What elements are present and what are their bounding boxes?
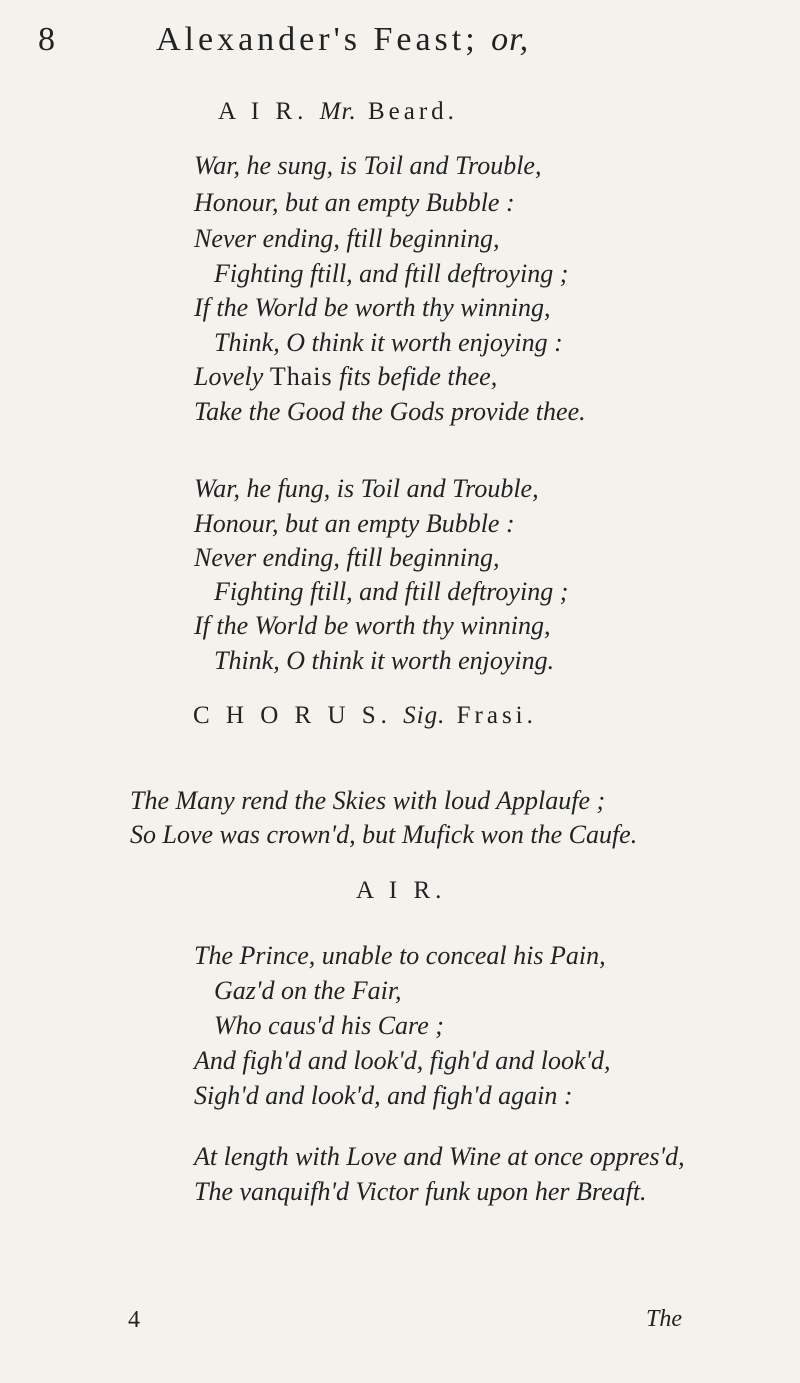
stanza-1-line-7-start: Lovely (194, 362, 264, 391)
chorus-label: C H O R U S. (193, 702, 392, 729)
stanza-2-line-1: War, he fung, is Toil and Trouble, (194, 474, 539, 503)
singer-prefix: Mr. (319, 98, 357, 125)
stanza-2-line-2: Honour, but an empty Bubble : (194, 509, 515, 538)
air-2-line-1: The Prince, unable to conceal his Pain, (194, 941, 606, 970)
air-heading-2: A I R. (356, 877, 447, 904)
stanza-1-line-2: Honour, but an empty Bubble : (194, 188, 515, 217)
chorus-sig-name: Frasi. (456, 702, 537, 729)
stanza-1-line-7-end: fits befide thee, (339, 362, 498, 391)
air-label-1: A I R. (218, 98, 309, 125)
running-title-prefix: Alexander's (156, 21, 361, 58)
chorus-line-1: The Many rend the Skies with loud Applaufe ; (130, 786, 606, 815)
catchword: The (646, 1306, 682, 1332)
stanza-1-line-5: If the World be worth thy winning, (194, 293, 551, 322)
stanza-1-line-6: Think, O think it worth enjoying : (214, 328, 563, 357)
air-2-line-4: And figh'd and look'd, figh'd and look'd, (194, 1046, 611, 1075)
running-title (156, 18, 529, 62)
stanza-2-line-4: Fighting ftill, and ftill deftroying ; (214, 577, 569, 606)
singer-name: Beard. (367, 98, 458, 125)
stanza-1-line-7-name: Thais (269, 362, 333, 391)
chorus-sig-prefix: Sig. (403, 702, 446, 729)
air-heading-1 (218, 95, 458, 129)
page-number: 8 (38, 21, 55, 58)
running-header (38, 18, 758, 62)
air-2-line-2: Gaz'd on the Fair, (214, 976, 402, 1005)
stanza-1-line-7 (194, 360, 497, 394)
chorus-line-2: So Love was crown'd, but Mufick won the Caufe. (130, 820, 638, 849)
stanza-2-line-5: If the World be worth thy winning, (194, 611, 551, 640)
stanza-1-line-8: Take the Good the Gods provide thee. (194, 397, 586, 426)
stanza-2-line-3: Never ending, ftill beginning, (194, 543, 500, 572)
stanza-2-line-6: Think, O think it worth enjoying. (214, 646, 555, 675)
stanza-1-line-1: War, he sung, is Toil and Trouble, (194, 151, 542, 180)
air-2-line-3: Who caus'd his Care ; (214, 1011, 444, 1040)
signature-mark: 4 (128, 1307, 140, 1333)
running-title-main: Feast; (373, 21, 479, 58)
air-2-line-7: The vanquifh'd Victor funk upon her Breaft. (194, 1177, 647, 1206)
air-2-line-6: At length with Love and Wine at once oppres'd, (194, 1142, 685, 1171)
chorus-heading (193, 699, 537, 733)
stanza-1-line-3: Never ending, ftill beginning, (194, 224, 500, 253)
running-title-suffix: or, (491, 21, 530, 58)
air-2-line-5: Sigh'd and look'd, and figh'd again : (194, 1081, 573, 1110)
stanza-1-line-4: Fighting ftill, and ftill deftroying ; (214, 259, 569, 288)
